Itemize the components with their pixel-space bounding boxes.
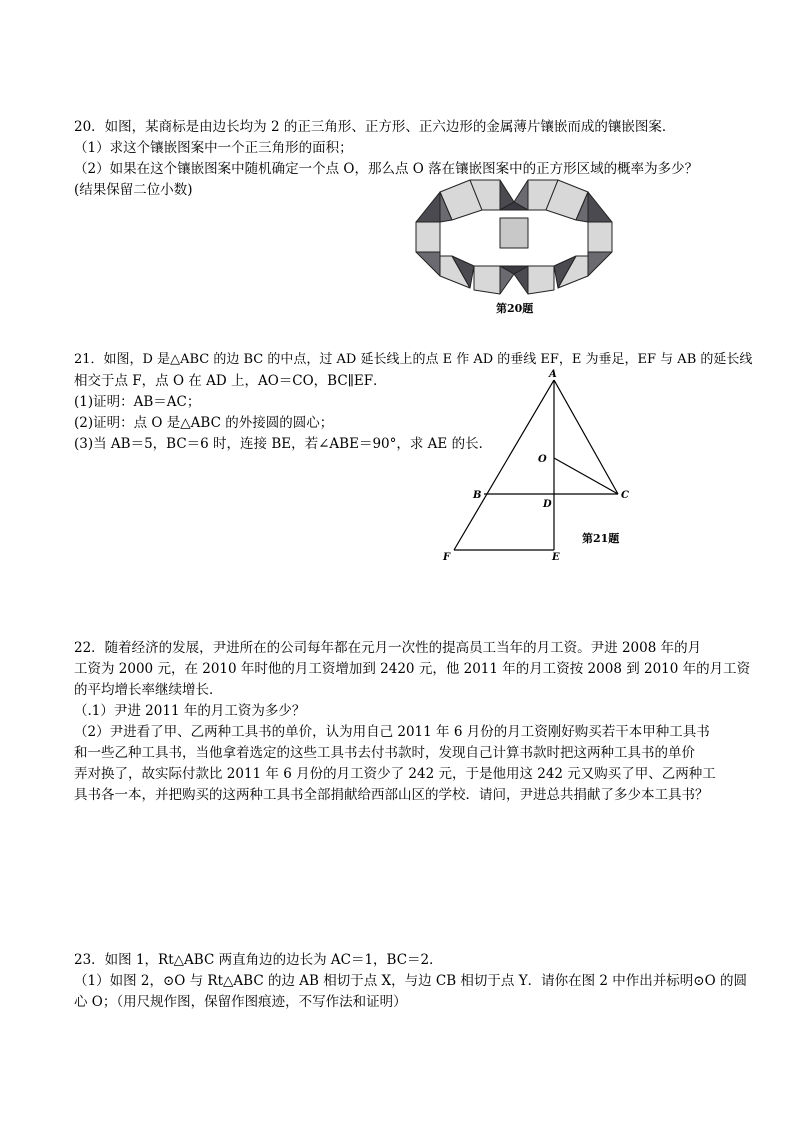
- q20-triangle: [588, 192, 612, 222]
- q22-stem-line3: 的平均增长率继续增长．: [74, 682, 223, 698]
- q22-part2-line2: 和一些乙种工具书，当他拿着选定的这些工具书去付书款时，发现自己计算书款时把这两种工具书的单价: [74, 745, 695, 761]
- q23-stem: 23．如图 1，Rt△ABC 两直角边的边长为 AC＝1，BC＝2．: [74, 952, 443, 968]
- q20-note: (结果保留二位小数): [74, 182, 193, 198]
- q20-stem: 20．如图，某商标是由边长均为 2 的正三角形、正方形、正六边形的金属薄片镶嵌而成的镶嵌图案．: [74, 119, 676, 135]
- q21-point-d: D: [543, 499, 552, 510]
- q22-stem-line1: 22．随着经济的发展，尹进所在的公司每年都在元月一次性的提高员工当年的月工资。尹进 2008 年的月: [74, 640, 702, 656]
- q21-point-f: F: [443, 552, 451, 563]
- q21-point-c: C: [621, 490, 629, 501]
- q22-part2-line3: 弄对换了，故实际付款比 2011 年 6 月份的月工资少了 242 元，于是他用这 242 元又购买了甲、乙两种工: [74, 766, 716, 782]
- q20-triangle: [416, 252, 440, 276]
- q21-stem-line1: 21．如图，D 是△ABC 的边 BC 的中点，过 AD 延长线上的点 E 作 AD 的垂线 EF，E 为垂足，EF 与 AB 的延长线: [74, 352, 753, 367]
- q21-part3: (3)当 AB＝5，BC＝6 时，连接 BE，若∠ABE＝90°，求 AE 的长．: [74, 436, 493, 452]
- q20-part2: （2）如果在这个镶嵌图案中随机确定一个点 O，那么点 O 落在镶嵌图案中的正方形区域的概率为多少？: [74, 161, 699, 177]
- q21-figure-caption: 第21题: [582, 532, 620, 545]
- q20-square: [588, 222, 612, 252]
- q21-point-e: E: [552, 552, 560, 563]
- q20-triangle: [588, 252, 612, 276]
- q22-stem-line2: 工资为 2000 元，在 2010 年时他的月工资增加到 2420 元，他 2011 年的月工资按 2008 到 2010 年的月工资: [74, 661, 751, 677]
- q23-part1-line2: 心 O；（用尺规作图，保留作图痕迹，不写作法和证明）: [74, 994, 407, 1010]
- q22-part1: （.1）尹进 2011 年的月工资为多少？: [74, 703, 306, 719]
- q20-square: [528, 266, 554, 294]
- q20-figure-caption: 第20题: [496, 302, 534, 315]
- q20-square: [500, 218, 528, 248]
- q21-part1: (1)证明：AB＝AC；: [74, 394, 201, 410]
- q22-part2-line4: 具书各一本，并把购买的这两种工具书全部捐献给西部山区的学校．请问，尹进总共捐献了多少本工具书？: [74, 787, 709, 803]
- q23-part1-line1: （1）如图 2，⊙O 与 Rt△ABC 的边 AB 相切于点 X，与边 CB 相切于点 Y．请你在图 2 中作出并标明⊙O 的圆: [74, 973, 747, 989]
- q21-part2: (2)证明：点 O 是△ABC 的外接圆的圆心；: [74, 415, 334, 431]
- q20-part1: （1）求这个镶嵌图案中一个正三角形的面积；: [74, 140, 353, 156]
- q21-point-a: A: [549, 369, 557, 380]
- q20-square: [474, 266, 500, 294]
- q20-square: [416, 222, 440, 252]
- q21-point-b: B: [473, 490, 482, 501]
- q21-stem-line2: 相交于点 F，点 O 在 AD 上，AO＝CO，BC∥EF．: [74, 373, 387, 389]
- q20-triangle: [416, 192, 440, 222]
- q22-part2-line1: （2）尹进看了甲、乙两种工具书的单价，认为用自己 2011 年 6 月份的月工资刚好购买若干本甲种工具书: [74, 724, 710, 740]
- q20-tessellation-figure: [412, 180, 616, 296]
- q21-point-o: O: [538, 454, 547, 465]
